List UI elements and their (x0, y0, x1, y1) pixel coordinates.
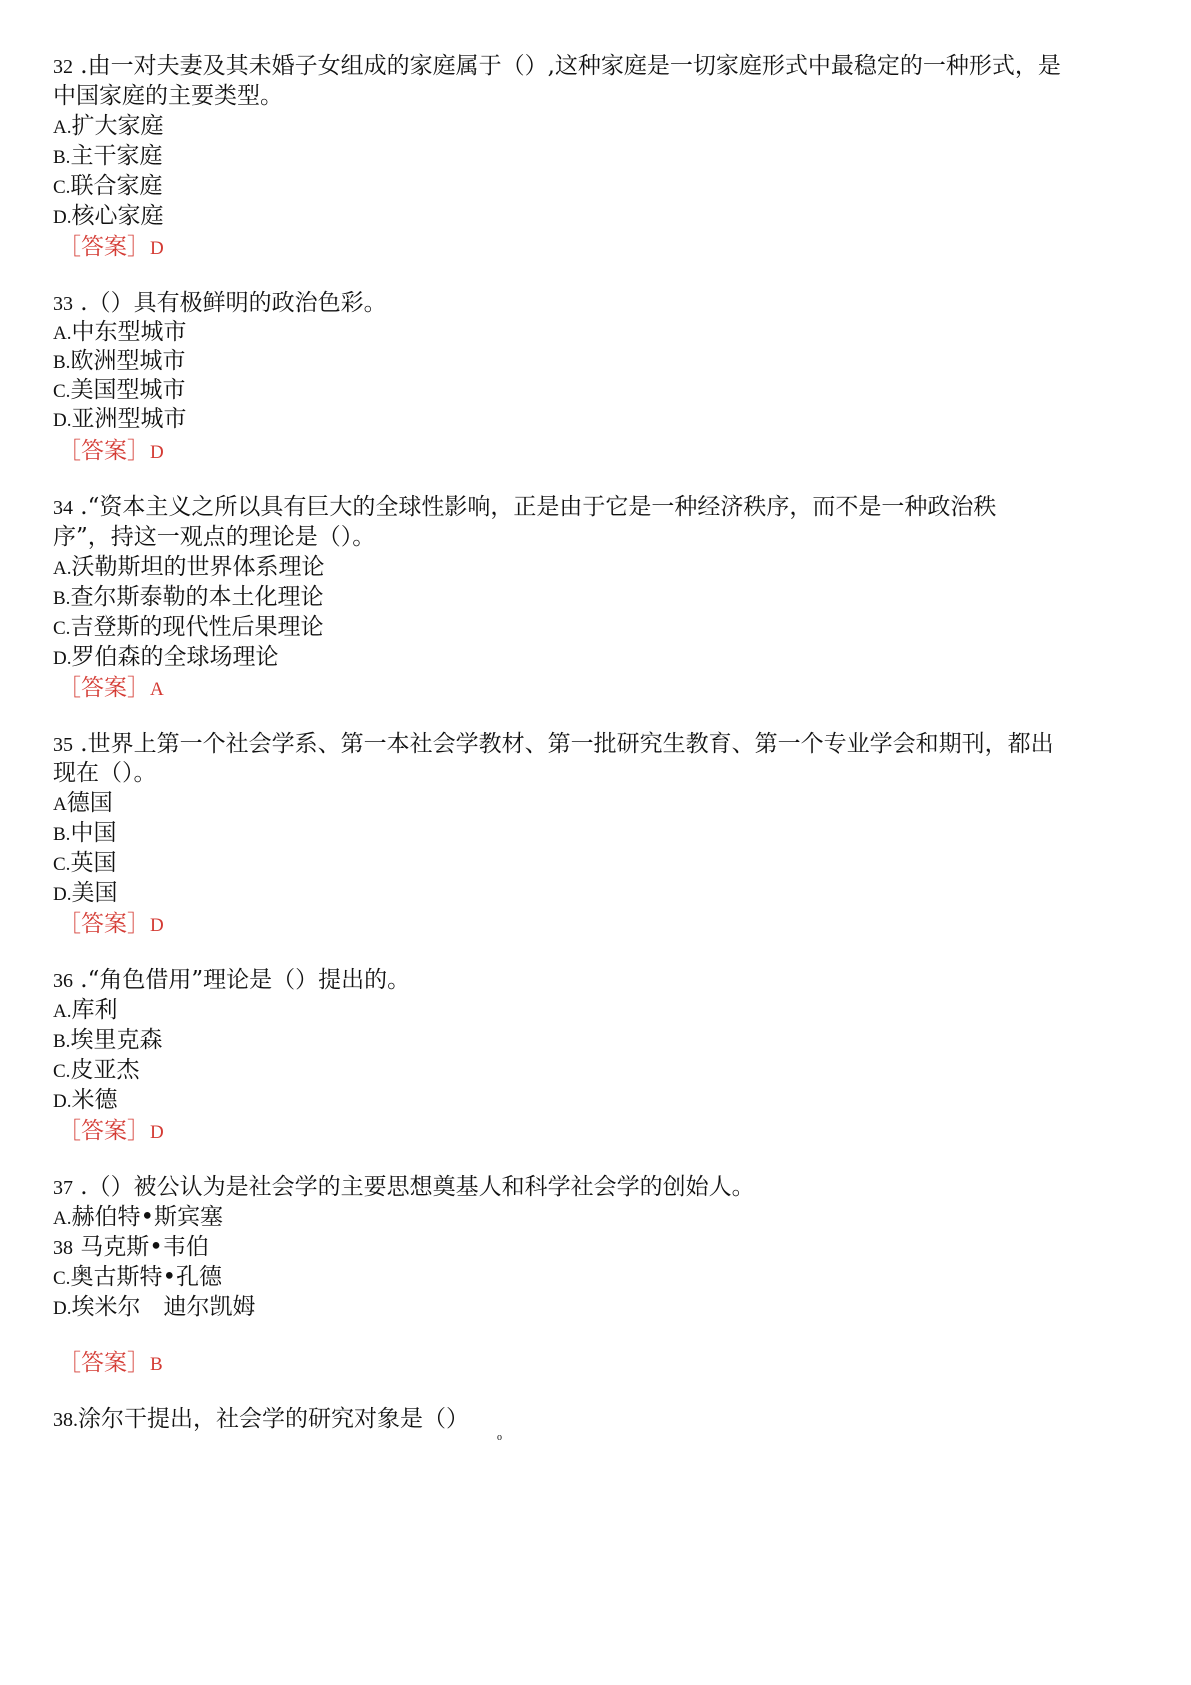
question-36-option-a: A.库利 (53, 997, 118, 1023)
question-37-stem-line-1: 37 .（）被公认为是社会学的主要思想奠基人和科学社会学的创始人。 (53, 1174, 755, 1200)
question-36-option-c: C.皮亚杰 (53, 1057, 140, 1083)
question-32-option-b: B.主干家庭 (53, 143, 163, 169)
question-33-option-c: C.美国型城市 (53, 377, 186, 403)
question-35-stem-line-2: 现在（）。 (53, 760, 157, 786)
question-36-option-b: B.埃里克森 (53, 1027, 163, 1053)
footnote-mark: o (497, 1432, 502, 1443)
question-34-option-d: D.罗伯森的全球场理论 (53, 644, 279, 670)
question-37-option-a: A.赫伯特•斯宾塞 (53, 1204, 224, 1230)
question-34-option-b: B.查尔斯泰勒的本土化理论 (53, 584, 324, 610)
question-35-option-a: A德国 (53, 790, 113, 816)
question-32-number: 32 (53, 56, 73, 78)
question-37-number: 37 (53, 1177, 73, 1199)
question-37-answer: ［答案］B (58, 1350, 163, 1376)
question-33-answer: ［答案］D (58, 438, 164, 464)
question-33-option-a: A.中东型城市 (53, 319, 187, 345)
question-32-option-c: C.联合家庭 (53, 173, 163, 199)
question-37-option-c: C.奥古斯特•孔德 (53, 1264, 223, 1290)
question-33-number: 33 (53, 293, 73, 315)
question-32-answer: ［答案］D (58, 234, 164, 260)
question-33-option-b: B.欧洲型城市 (53, 348, 186, 374)
question-36-answer: ［答案］D (58, 1118, 164, 1144)
question-32-stem-line-2: 中国家庭的主要类型。 (53, 83, 283, 109)
question-34-option-a: A.沃勒斯坦的世界体系理论 (53, 554, 325, 580)
question-34-number: 34 (53, 497, 73, 519)
question-32-stem-line-1: 32 .由一对夫妻及其未婚子女组成的家庭属于（）,这种家庭是一切家庭形式中最稳定的一种形式，是 (53, 53, 1061, 79)
question-35-option-d: D.美国 (53, 880, 118, 906)
question-37-option-d: D.埃米尔 迪尔凯姆 (53, 1294, 256, 1320)
question-35-number: 35 (53, 734, 73, 756)
question-35-stem-line-1: 35 .世界上第一个社会学系、第一本社会学教材、第一批研究生教育、第一个专业学会和期刊，都出 (53, 731, 1054, 757)
question-34-stem-line-2: 序”，持这一观点的理论是（）。 (53, 524, 376, 550)
question-38-stem-line-1: 38.涂尔干提出，社会学的研究对象是（） (53, 1406, 469, 1432)
question-35-answer: ［答案］D (58, 911, 164, 937)
question-33-option-d: D.亚洲型城市 (53, 406, 187, 432)
question-38-number: 38. (53, 1409, 78, 1431)
question-36-option-d: D.米德 (53, 1087, 118, 1113)
question-32-option-a: A.扩大家庭 (53, 113, 164, 139)
question-34-option-c: C.吉登斯的现代性后果理论 (53, 614, 324, 640)
question-34-answer: ［答案］A (58, 675, 164, 701)
question-36-number: 36 (53, 970, 73, 992)
question-35-option-c: C.英国 (53, 850, 117, 876)
question-36-stem-line-1: 36 .“角色借用”理论是（）提出的。 (53, 967, 411, 993)
question-32-option-d: D.核心家庭 (53, 203, 164, 229)
question-34-stem-line-1: 34 .“资本主义之所以具有巨大的全球性影响，正是由于它是一种经济秩序，而不是一种政治秩 (53, 494, 997, 520)
question-35-option-b: B.中国 (53, 820, 117, 846)
question-37-option-b: 38 马克斯•韦伯 (53, 1234, 209, 1260)
question-33-stem-line-1: 33 .（）具有极鲜明的政治色彩。 (53, 290, 387, 316)
